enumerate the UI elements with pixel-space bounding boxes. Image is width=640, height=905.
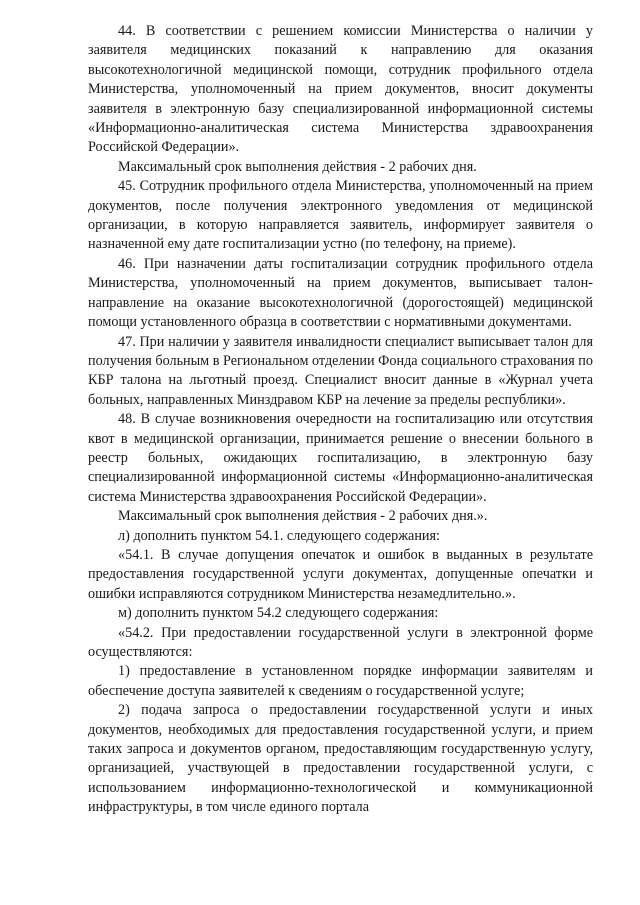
paragraph-45: 45. Сотрудник профильного отдела Министерства, уполномоченный на прием документов, после получения электронного уведомления от медицинской организации, в которую направляется заявитель, информирует заявителя о назначенной ему дате госпитализации устно (по телефону, на приеме). [88, 178, 593, 253]
paragraph-54-2-item-2: 2) подача запроса о предоставлении государственной услуги и иных документов, необходимых для предоставления государственной услуги, и прием таких запроса и документов органом, предоставляющим государственную услугу, организацией, участвующей в предоставлении государственной услуги, с использованием информационно-технологической и коммуникационной инфраструктуры, в том числе единого портала [88, 702, 593, 816]
paragraph-deadline-1: Максимальный срок выполнения действия - 2 рабочих дня. [118, 158, 477, 175]
paragraph-47: 47. При наличии у заявителя инвалидности специалист выписывает талон для получения больным в Региональном отделении Фонда социального страхования по КБР талона на льготный проезд. Специалист вносит данные в «Журнал учета больных, направленных Минздравом КБР на лечение за пределы республики». [88, 333, 593, 408]
paragraph-item-m: м) дополнить пунктом 54.2 следующего содержания: [118, 605, 439, 622]
document-body [88, 22, 593, 818]
paragraph-deadline-2: Максимальный срок выполнения действия - 2 рабочих дня.». [118, 508, 488, 525]
paragraph-item-l: л) дополнить пунктом 54.1. следующего содержания: [118, 527, 440, 544]
paragraph-46: 46. При назначении даты госпитализации сотрудник профильного отдела Министерства, уполномоченный на прием документов, выписывает талон-направление на оказание высокотехнологичной (дорогостоящей) медицинской помощи установленного образца в соответствии с нормативными документами. [88, 255, 593, 331]
paragraph-54-1: «54.1. В случае допущения опечаток и ошибок в выданных в результате предоставления государственной услуги документах, допущенные опечатки и ошибки исправляются сотрудником Министерства незамедлительно.». [88, 546, 593, 602]
paragraph-48: 48. В случае возникновения очередности на госпитализацию или отсутствия квот в медицинской организации, принимается решение о внесении больного в реестр больных, ожидающих госпитализацию, в электронную базу специализированной информационной системы «Информационно-аналитическая система Министерства здравоохранения Российской Федерации». [88, 411, 593, 505]
paragraph-54-2-item-1: 1) предоставление в установленном порядке информации заявителям и обеспечение доступа заявителей к сведениям о государственной услуге; [88, 663, 593, 699]
paragraph-44: 44. В соответствии с решением комиссии Министерства о наличии у заявителя медицинских показаний к направлению для оказания высокотехнологичной медицинской помощи, сотрудник профильного отдела Министерства, уполномоченный на прием документов, вносит документы заявителя в электронную базу специализированной информационной системы «Информационно-аналитическая система Министерства здравоохранения Российской Федерации». [88, 23, 593, 156]
paragraph-54-2: «54.2. При предоставлении государственной услуги в электронной форме осуществляются: [88, 624, 593, 660]
